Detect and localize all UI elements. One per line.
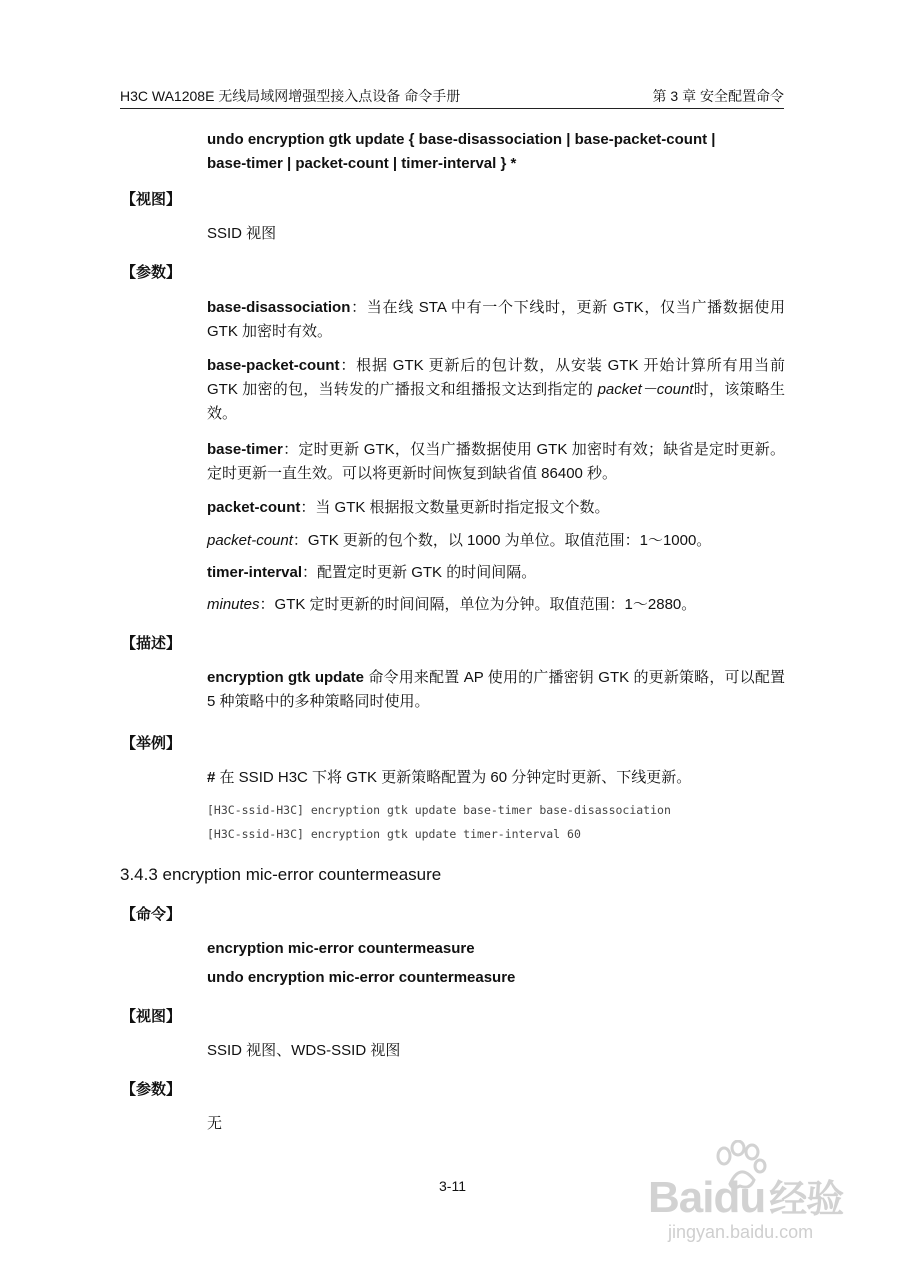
section-label-command: 【命令】	[121, 906, 182, 923]
section-label-params: 【参数】	[121, 264, 182, 281]
param-term: timer-interval	[207, 564, 303, 581]
param-packet-count-arg	[207, 529, 785, 553]
param-desc: ：定时更新 GTK，仅当广播数据使用 GTK 加密时有效；缺省是定时更新。定时更新一直生效。可以将更新时间恢复到缺省值 86400 秒。	[207, 441, 785, 482]
header-rule	[120, 108, 784, 109]
section-label-view: 【视图】	[121, 191, 182, 208]
param-packet-count	[207, 496, 785, 520]
param-desc: ：GTK 定时更新的时间间隔，单位为分钟。取值范围：1～2880。	[259, 596, 697, 613]
description-command: encryption gtk update	[207, 669, 365, 686]
example-hash: #	[207, 769, 216, 786]
header-title: H3C WA1208E 无线局域网增强型接入点设备 命令手册	[120, 88, 461, 104]
section-label-view-2: 【视图】	[121, 1008, 182, 1025]
command-syntax-1: encryption mic-error countermeasure	[207, 940, 475, 957]
param-term: base-disassociation	[207, 299, 351, 316]
subsection-heading: 3.4.3 encryption mic-error countermeasure	[120, 865, 442, 884]
section-label-params-2: 【参数】	[121, 1081, 182, 1098]
description-text	[207, 666, 785, 714]
page-number: 3-11	[439, 1178, 466, 1194]
command-line-1: undo encryption gtk update { base-disassociation | base-packet-count |	[207, 131, 716, 148]
example-comment-text: 在 SSID H3C 下将 GTK 更新策略配置为 60 分钟定时更新、下线更新。	[215, 769, 692, 786]
param-desc: ：当 GTK 根据报文数量更新时指定报文个数。	[300, 499, 610, 516]
param-term: minutes	[207, 596, 260, 613]
param-desc-tail: 时，该策略生效。	[207, 381, 785, 422]
param-desc: ：配置定时更新 GTK 的时间间隔。	[302, 564, 537, 581]
command-syntax-undo-gtk	[207, 128, 785, 176]
param-base-timer	[207, 438, 785, 486]
section-label-description: 【描述】	[121, 635, 182, 652]
params-none-text: 无	[207, 1115, 223, 1132]
param-term: packet-count	[207, 499, 301, 516]
param-italic-value: packet－count	[597, 381, 694, 398]
param-desc: ：根据 GTK 更新后的包计数，从安装 GTK 开始计算所有用当前 GTK 加密的包，当转发的广播报文和组播报文达到指定的	[207, 357, 785, 398]
param-base-packet-count	[207, 354, 785, 426]
param-term: base-packet-count	[207, 357, 340, 374]
section-label-example: 【举例】	[121, 735, 182, 752]
view-text-2: SSID 视图、WDS-SSID 视图	[207, 1042, 401, 1059]
param-desc: ：GTK 更新的包个数，以 1000 为单位。取值范围：1～1000。	[292, 532, 712, 549]
param-term: base-timer	[207, 441, 283, 458]
param-minutes	[207, 593, 785, 617]
description-body: 命令用来配置 AP 使用的广播密钥 GTK 的更新策略，可以配置 5 种策略中的多种策略同时使用。	[207, 669, 785, 710]
page-header	[120, 86, 784, 108]
param-desc: ：当在线 STA 中有一个下线时，更新 GTK，仅当广播数据使用 GTK 加密时有效。	[207, 299, 785, 340]
view-text: SSID 视图	[207, 225, 277, 242]
example-code-line-1: [H3C-ssid-H3C] encryption gtk update base-timer base-disassociation	[207, 803, 671, 817]
command-syntax-2: undo encryption mic-error countermeasure	[207, 969, 516, 986]
watermark-brand: Baidu 经验	[648, 1173, 844, 1222]
param-base-disassociation	[207, 296, 785, 344]
param-term: packet-count	[207, 532, 293, 549]
example-code-line-2: [H3C-ssid-H3C] encryption gtk update timer-interval 60	[207, 827, 581, 841]
baidu-jingyan-watermark	[640, 1140, 880, 1270]
example-comment	[207, 766, 785, 790]
command-line-2: base-timer | packet-count | timer-interval } *	[207, 155, 517, 172]
header-chapter: 第 3 章 安全配置命令	[652, 88, 784, 104]
watermark-url: jingyan.baidu.com	[668, 1222, 814, 1242]
param-timer-interval	[207, 561, 785, 585]
